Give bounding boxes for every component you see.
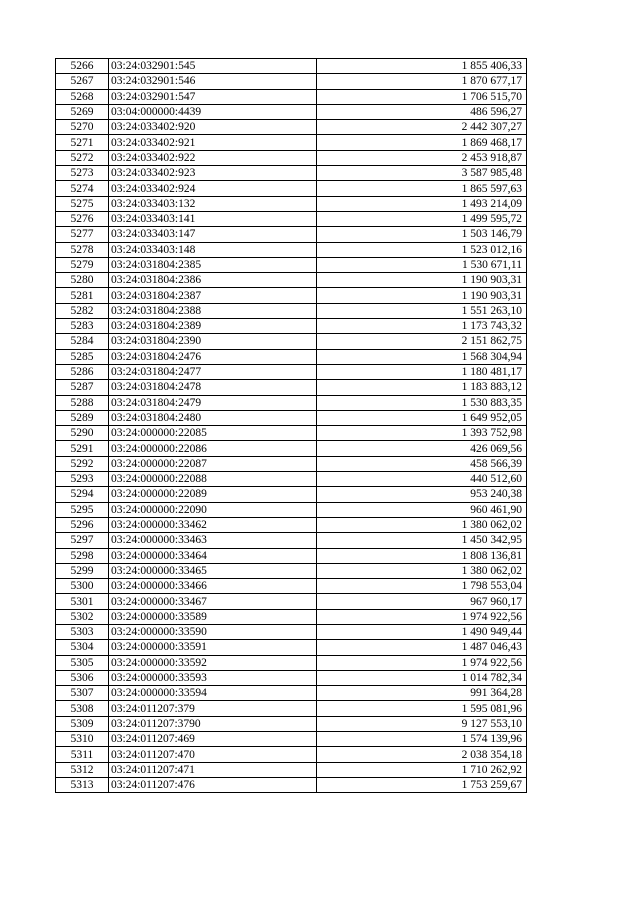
row-number-cell: 5299 <box>56 563 109 578</box>
cadastral-value-cell: 1 190 903,31 <box>317 273 527 288</box>
cadastral-number-cell: 03:24:000000:22088 <box>109 472 317 487</box>
row-number-cell: 5277 <box>56 227 109 242</box>
table-row <box>56 120 527 135</box>
cadastral-number-cell: 03:24:000000:22086 <box>109 441 317 456</box>
cadastral-number-cell: 03:24:000000:33466 <box>109 579 317 594</box>
cadastral-number-cell: 03:24:000000:33467 <box>109 594 317 609</box>
cadastral-value-cell: 1 865 597,63 <box>317 181 527 196</box>
cadastral-number-cell: 03:24:000000:22089 <box>109 487 317 502</box>
table-row <box>56 563 527 578</box>
cadastral-value-cell: 1 173 743,32 <box>317 319 527 334</box>
table-row <box>56 334 527 349</box>
row-number-cell: 5272 <box>56 150 109 165</box>
cadastral-value-cell: 2 453 918,87 <box>317 150 527 165</box>
table-row <box>56 380 527 395</box>
cadastral-value-cell: 1 855 406,33 <box>317 59 527 74</box>
cadastral-value-cell: 1 869 468,17 <box>317 135 527 150</box>
cadastral-number-cell: 03:24:000000:22090 <box>109 502 317 517</box>
row-number-cell: 5289 <box>56 410 109 425</box>
table-row <box>56 747 527 762</box>
table-row <box>56 181 527 196</box>
cadastral-value-cell: 9 127 553,10 <box>317 716 527 731</box>
cadastral-value-cell: 1 487 046,43 <box>317 640 527 655</box>
cadastral-value-cell: 1 568 304,94 <box>317 349 527 364</box>
table-row <box>56 426 527 441</box>
row-number-cell: 5294 <box>56 487 109 502</box>
row-number-cell: 5279 <box>56 257 109 272</box>
table-row <box>56 456 527 471</box>
row-number-cell: 5287 <box>56 380 109 395</box>
table-row <box>56 670 527 685</box>
row-number-cell: 5298 <box>56 548 109 563</box>
table-row <box>56 242 527 257</box>
table-row <box>56 594 527 609</box>
table-row <box>56 150 527 165</box>
row-number-cell: 5283 <box>56 319 109 334</box>
cadastral-number-cell: 03:24:033402:921 <box>109 135 317 150</box>
cadastral-number-cell: 03:24:000000:33594 <box>109 686 317 701</box>
table-row <box>56 74 527 89</box>
cadastral-value-cell: 967 960,17 <box>317 594 527 609</box>
cadastral-number-cell: 03:24:000000:33465 <box>109 563 317 578</box>
cadastral-number-cell: 03:24:033403:147 <box>109 227 317 242</box>
cadastral-number-cell: 03:24:031804:2480 <box>109 410 317 425</box>
cadastral-number-cell: 03:24:000000:33593 <box>109 670 317 685</box>
cadastral-number-cell: 03:24:033403:141 <box>109 211 317 226</box>
row-number-cell: 5301 <box>56 594 109 609</box>
row-number-cell: 5292 <box>56 456 109 471</box>
cadastral-number-cell: 03:24:033402:924 <box>109 181 317 196</box>
cadastral-value-cell: 1 530 671,11 <box>317 257 527 272</box>
cadastral-value-cell: 1 974 922,56 <box>317 655 527 670</box>
row-number-cell: 5269 <box>56 104 109 119</box>
table-row <box>56 135 527 150</box>
cadastral-number-cell: 03:24:000000:33592 <box>109 655 317 670</box>
table-row <box>56 548 527 563</box>
table-row <box>56 640 527 655</box>
table-row <box>56 732 527 747</box>
cadastral-number-cell: 03:24:000000:22087 <box>109 456 317 471</box>
table-row <box>56 487 527 502</box>
cadastral-number-cell: 03:24:031804:2387 <box>109 288 317 303</box>
cadastral-value-cell: 1 706 515,70 <box>317 89 527 104</box>
table-body <box>56 59 527 793</box>
cadastral-value-cell: 1 808 136,81 <box>317 548 527 563</box>
cadastral-number-cell: 03:24:031804:2389 <box>109 319 317 334</box>
row-number-cell: 5302 <box>56 609 109 624</box>
table-row <box>56 441 527 456</box>
cadastral-number-cell: 03:24:031804:2386 <box>109 273 317 288</box>
table-row <box>56 395 527 410</box>
row-number-cell: 5270 <box>56 120 109 135</box>
cadastral-value-cell: 1 493 214,09 <box>317 196 527 211</box>
row-number-cell: 5308 <box>56 701 109 716</box>
row-number-cell: 5311 <box>56 747 109 762</box>
table-row <box>56 349 527 364</box>
cadastral-number-cell: 03:24:033403:132 <box>109 196 317 211</box>
table-row <box>56 319 527 334</box>
table-row <box>56 686 527 701</box>
cadastral-value-cell: 960 461,90 <box>317 502 527 517</box>
cadastral-number-cell: 03:24:031804:2385 <box>109 257 317 272</box>
table-row <box>56 89 527 104</box>
table-row <box>56 303 527 318</box>
cadastral-value-cell: 1 503 146,79 <box>317 227 527 242</box>
cadastral-number-cell: 03:24:011207:3790 <box>109 716 317 731</box>
cadastral-value-cell: 486 596,27 <box>317 104 527 119</box>
row-number-cell: 5284 <box>56 334 109 349</box>
cadastral-value-cell: 1 595 081,96 <box>317 701 527 716</box>
row-number-cell: 5297 <box>56 533 109 548</box>
cadastral-value-cell: 1 183 883,12 <box>317 380 527 395</box>
cadastral-value-cell: 1 380 062,02 <box>317 563 527 578</box>
cadastral-value-cell: 1 499 595,72 <box>317 211 527 226</box>
cadastral-value-cell: 2 038 354,18 <box>317 747 527 762</box>
row-number-cell: 5296 <box>56 517 109 532</box>
table-row <box>56 211 527 226</box>
row-number-cell: 5282 <box>56 303 109 318</box>
cadastral-number-cell: 03:24:031804:2476 <box>109 349 317 364</box>
table-row <box>56 579 527 594</box>
cadastral-number-cell: 03:24:032901:547 <box>109 89 317 104</box>
row-number-cell: 5274 <box>56 181 109 196</box>
cadastral-number-cell: 03:24:031804:2479 <box>109 395 317 410</box>
table-row <box>56 609 527 624</box>
cadastral-value-cell: 458 566,39 <box>317 456 527 471</box>
cadastral-number-cell: 03:04:000000:4439 <box>109 104 317 119</box>
cadastral-number-cell: 03:24:000000:22085 <box>109 426 317 441</box>
row-number-cell: 5291 <box>56 441 109 456</box>
table-row <box>56 104 527 119</box>
cadastral-value-cell: 1 551 263,10 <box>317 303 527 318</box>
cadastral-number-cell: 03:24:011207:476 <box>109 777 317 792</box>
cadastral-number-cell: 03:24:000000:33590 <box>109 624 317 639</box>
cadastral-value-cell: 1 180 481,17 <box>317 364 527 379</box>
row-number-cell: 5293 <box>56 472 109 487</box>
table-row <box>56 472 527 487</box>
cadastral-number-cell: 03:24:033402:920 <box>109 120 317 135</box>
table-row <box>56 288 527 303</box>
cadastral-number-cell: 03:24:011207:471 <box>109 762 317 777</box>
cadastral-value-cell: 426 069,56 <box>317 441 527 456</box>
table-row <box>56 59 527 74</box>
cadastral-value-table <box>55 58 527 793</box>
table-row <box>56 701 527 716</box>
cadastral-value-cell: 1 753 259,67 <box>317 777 527 792</box>
cadastral-number-cell: 03:24:033402:923 <box>109 166 317 181</box>
cadastral-value-cell: 1 870 677,17 <box>317 74 527 89</box>
cadastral-number-cell: 03:24:011207:379 <box>109 701 317 716</box>
table-row <box>56 533 527 548</box>
cadastral-number-cell: 03:24:000000:33589 <box>109 609 317 624</box>
cadastral-number-cell: 03:24:000000:33591 <box>109 640 317 655</box>
row-number-cell: 5281 <box>56 288 109 303</box>
cadastral-value-cell: 1 393 752,98 <box>317 426 527 441</box>
row-number-cell: 5303 <box>56 624 109 639</box>
row-number-cell: 5295 <box>56 502 109 517</box>
row-number-cell: 5312 <box>56 762 109 777</box>
cadastral-number-cell: 03:24:031804:2388 <box>109 303 317 318</box>
cadastral-value-cell: 1 710 262,92 <box>317 762 527 777</box>
cadastral-value-cell: 1 523 012,16 <box>317 242 527 257</box>
table-row <box>56 410 527 425</box>
row-number-cell: 5280 <box>56 273 109 288</box>
cadastral-number-cell: 03:24:031804:2478 <box>109 380 317 395</box>
table-row <box>56 777 527 792</box>
row-number-cell: 5266 <box>56 59 109 74</box>
table-row <box>56 227 527 242</box>
cadastral-number-cell: 03:24:033403:148 <box>109 242 317 257</box>
cadastral-number-cell: 03:24:011207:470 <box>109 747 317 762</box>
cadastral-number-cell: 03:24:032901:546 <box>109 74 317 89</box>
row-number-cell: 5300 <box>56 579 109 594</box>
row-number-cell: 5271 <box>56 135 109 150</box>
row-number-cell: 5275 <box>56 196 109 211</box>
row-number-cell: 5313 <box>56 777 109 792</box>
row-number-cell: 5288 <box>56 395 109 410</box>
table-row <box>56 502 527 517</box>
cadastral-number-cell: 03:24:000000:33463 <box>109 533 317 548</box>
cadastral-value-cell: 2 442 307,27 <box>317 120 527 135</box>
cadastral-value-cell: 953 240,38 <box>317 487 527 502</box>
table-row <box>56 624 527 639</box>
cadastral-value-cell: 1 974 922,56 <box>317 609 527 624</box>
cadastral-value-cell: 1 530 883,35 <box>317 395 527 410</box>
table-row <box>56 716 527 731</box>
cadastral-value-cell: 1 649 952,05 <box>317 410 527 425</box>
cadastral-value-cell: 991 364,28 <box>317 686 527 701</box>
table-row <box>56 196 527 211</box>
row-number-cell: 5304 <box>56 640 109 655</box>
cadastral-value-cell: 1 450 342,95 <box>317 533 527 548</box>
cadastral-number-cell: 03:24:032901:545 <box>109 59 317 74</box>
cadastral-value-cell: 440 512,60 <box>317 472 527 487</box>
table-row <box>56 166 527 181</box>
table-row <box>56 517 527 532</box>
table-row <box>56 762 527 777</box>
cadastral-value-cell: 2 151 862,75 <box>317 334 527 349</box>
cadastral-value-cell: 1 798 553,04 <box>317 579 527 594</box>
table-row <box>56 364 527 379</box>
row-number-cell: 5285 <box>56 349 109 364</box>
row-number-cell: 5278 <box>56 242 109 257</box>
table-row <box>56 257 527 272</box>
row-number-cell: 5286 <box>56 364 109 379</box>
cadastral-value-cell: 1 380 062,02 <box>317 517 527 532</box>
cadastral-number-cell: 03:24:000000:33462 <box>109 517 317 532</box>
row-number-cell: 5276 <box>56 211 109 226</box>
cadastral-number-cell: 03:24:011207:469 <box>109 732 317 747</box>
row-number-cell: 5268 <box>56 89 109 104</box>
cadastral-number-cell: 03:24:031804:2390 <box>109 334 317 349</box>
row-number-cell: 5307 <box>56 686 109 701</box>
row-number-cell: 5306 <box>56 670 109 685</box>
cadastral-number-cell: 03:24:000000:33464 <box>109 548 317 563</box>
cadastral-value-cell: 1 014 782,34 <box>317 670 527 685</box>
row-number-cell: 5309 <box>56 716 109 731</box>
cadastral-value-cell: 1 190 903,31 <box>317 288 527 303</box>
table-row <box>56 273 527 288</box>
cadastral-number-cell: 03:24:033402:922 <box>109 150 317 165</box>
cadastral-value-cell: 3 587 985,48 <box>317 166 527 181</box>
cadastral-value-cell: 1 490 949,44 <box>317 624 527 639</box>
table-row <box>56 655 527 670</box>
row-number-cell: 5267 <box>56 74 109 89</box>
row-number-cell: 5310 <box>56 732 109 747</box>
cadastral-value-cell: 1 574 139,96 <box>317 732 527 747</box>
cadastral-number-cell: 03:24:031804:2477 <box>109 364 317 379</box>
row-number-cell: 5273 <box>56 166 109 181</box>
row-number-cell: 5305 <box>56 655 109 670</box>
row-number-cell: 5290 <box>56 426 109 441</box>
